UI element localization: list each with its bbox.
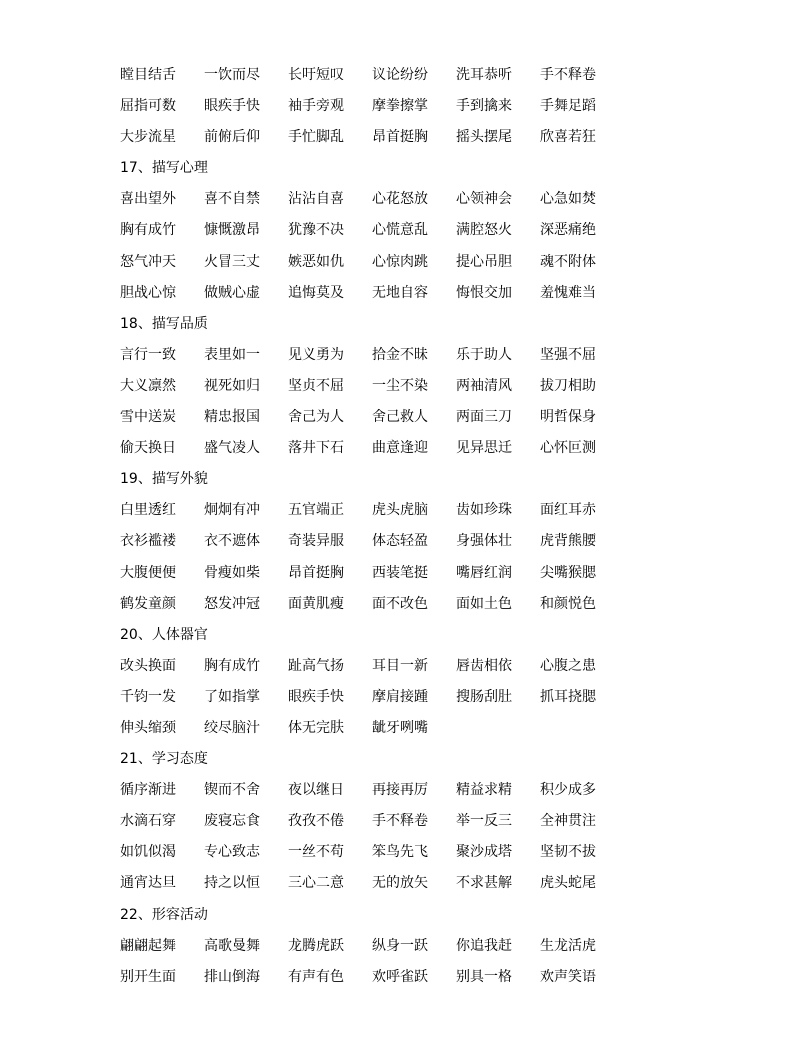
idiom-word: 喜出望外 — [120, 191, 176, 208]
idiom-word: 落井下石 — [288, 440, 344, 457]
idiom-word: 笨鸟先飞 — [372, 844, 428, 861]
idiom-word: 孜孜不倦 — [288, 813, 344, 830]
idiom-row — [120, 495, 680, 526]
idiom-word: 白里透红 — [120, 502, 176, 519]
idiom-word: 手不释卷 — [372, 813, 428, 830]
idiom-word: 夜以继日 — [288, 782, 344, 799]
idiom-word: 魂不附体 — [540, 253, 596, 270]
idiom-word: 犹豫不决 — [288, 222, 344, 239]
idiom-word: 欣喜若狂 — [540, 129, 596, 146]
idiom-word: 喜不自禁 — [204, 191, 260, 208]
idiom-row — [120, 558, 680, 589]
idiom-word: 手舞足蹈 — [540, 98, 596, 115]
idiom-word: 胸有成竹 — [204, 657, 260, 674]
idiom-word: 心急如焚 — [540, 191, 596, 208]
idiom-word: 大义凛然 — [120, 377, 176, 394]
idiom-word: 虎头虎脑 — [372, 502, 428, 519]
idiom-word: 有声有色 — [288, 968, 344, 985]
idiom-word: 手忙脚乱 — [288, 129, 344, 146]
idiom-word: 摇头摆尾 — [456, 129, 512, 146]
idiom-word: 炯炯有冲 — [204, 502, 260, 519]
idiom-row — [120, 775, 680, 806]
idiom-word: 衣衫褴褛 — [120, 533, 176, 550]
idiom-word: 虎头蛇尾 — [540, 875, 596, 892]
idiom-word: 搜肠刮肚 — [456, 688, 512, 705]
idiom-word: 别开生面 — [120, 968, 176, 985]
idiom-word: 纵身一跃 — [372, 937, 428, 954]
idiom-word: 面不改色 — [372, 595, 428, 612]
idiom-row — [120, 340, 680, 371]
idiom-word: 明哲保身 — [540, 409, 596, 426]
idiom-word: 羞愧难当 — [540, 284, 596, 301]
idiom-word: 悔恨交加 — [456, 284, 512, 301]
idiom-row — [120, 402, 680, 433]
idiom-word: 千钧一发 — [120, 688, 176, 705]
idiom-word: 精益求精 — [456, 782, 512, 799]
idiom-word: 满腔怒火 — [456, 222, 512, 239]
idiom-row — [120, 931, 680, 962]
idiom-word: 大腹便便 — [120, 564, 176, 581]
idiom-word: 抓耳挠腮 — [540, 688, 596, 705]
idiom-word: 眼疾手快 — [204, 98, 260, 115]
idiom-document — [120, 60, 680, 993]
idiom-row — [120, 713, 680, 744]
idiom-word: 唇齿相依 — [456, 657, 512, 674]
idiom-word: 面如土色 — [456, 595, 512, 612]
idiom-word: 一尘不染 — [372, 377, 428, 394]
idiom-word: 水滴石穿 — [120, 813, 176, 830]
idiom-word: 嫉恶如仇 — [288, 253, 344, 270]
idiom-word: 伸头缩颈 — [120, 719, 176, 736]
idiom-word: 嘴唇红润 — [456, 564, 512, 581]
idiom-word: 如饥似渴 — [120, 844, 176, 861]
idiom-word: 追悔莫及 — [288, 284, 344, 301]
idiom-word: 雪中送炭 — [120, 409, 176, 426]
idiom-word: 循序渐进 — [120, 782, 176, 799]
idiom-word: 专心致志 — [204, 844, 260, 861]
idiom-word: 无的放矢 — [372, 875, 428, 892]
idiom-word: 心慌意乱 — [372, 222, 428, 239]
idiom-word: 奇装异服 — [288, 533, 344, 550]
section-heading: 17、描写心理 — [120, 160, 208, 177]
idiom-word: 举一反三 — [456, 813, 512, 830]
idiom-word: 袖手旁观 — [288, 98, 344, 115]
idiom-word: 大步流星 — [120, 129, 176, 146]
idiom-word: 欢声笑语 — [540, 968, 596, 985]
idiom-row — [120, 651, 680, 682]
idiom-word: 排山倒海 — [204, 968, 260, 985]
idiom-row — [120, 682, 680, 713]
idiom-row — [120, 433, 680, 464]
idiom-word: 龙腾虎跃 — [288, 937, 344, 954]
idiom-row — [120, 91, 680, 122]
idiom-word: 一丝不苟 — [288, 844, 344, 861]
section-heading: 21、学习态度 — [120, 751, 208, 768]
idiom-word: 两袖清风 — [456, 377, 512, 394]
idiom-word: 心领神会 — [456, 191, 512, 208]
idiom-word: 齿如珍珠 — [456, 502, 512, 519]
idiom-row — [120, 806, 680, 837]
section-heading: 19、描写外貌 — [120, 471, 208, 488]
idiom-word: 拾金不昧 — [372, 346, 428, 363]
idiom-word: 面黄肌瘦 — [288, 595, 344, 612]
idiom-word: 胆战心惊 — [120, 284, 176, 301]
idiom-word: 胸有成竹 — [120, 222, 176, 239]
idiom-word: 翩翩起舞 — [120, 937, 176, 954]
idiom-word: 绞尽脑汁 — [204, 719, 260, 736]
idiom-word: 表里如一 — [204, 346, 260, 363]
idiom-word: 废寝忘食 — [204, 813, 260, 830]
idiom-row — [120, 962, 680, 993]
idiom-row — [120, 122, 680, 153]
idiom-word: 怒气冲天 — [120, 253, 176, 270]
idiom-word: 见异思迁 — [456, 440, 512, 457]
idiom-word: 摩拳擦掌 — [372, 98, 428, 115]
idiom-word: 昂首挺胸 — [288, 564, 344, 581]
idiom-word: 洗耳恭听 — [456, 67, 512, 83]
idiom-word: 前俯后仰 — [204, 129, 260, 146]
idiom-word: 瞠目结舌 — [120, 67, 176, 83]
idiom-word: 一饮而尽 — [204, 67, 260, 83]
idiom-word: 坚韧不拔 — [540, 844, 596, 861]
idiom-word: 五官端正 — [288, 502, 344, 519]
idiom-word: 西装笔挺 — [372, 564, 428, 581]
section-heading: 22、形容活动 — [120, 906, 208, 923]
idiom-word: 了如指掌 — [204, 688, 260, 705]
idiom-row — [120, 837, 680, 868]
idiom-word: 你追我赶 — [456, 937, 512, 954]
idiom-word: 聚沙成塔 — [456, 844, 512, 861]
idiom-word: 长吁短叹 — [288, 67, 344, 83]
idiom-word: 骨瘦如柴 — [204, 564, 260, 581]
idiom-word: 火冒三丈 — [204, 253, 260, 270]
idiom-word: 怒发冲冠 — [204, 595, 260, 612]
idiom-word: 慷慨激昂 — [204, 222, 260, 239]
idiom-word: 锲而不舍 — [204, 782, 260, 799]
idiom-word: 和颜悦色 — [540, 595, 596, 612]
idiom-word: 持之以恒 — [204, 875, 260, 892]
idiom-word: 再接再厉 — [372, 782, 428, 799]
idiom-word: 高歌曼舞 — [204, 937, 260, 954]
idiom-row — [120, 278, 680, 309]
idiom-row — [120, 868, 680, 899]
idiom-word: 昂首挺胸 — [372, 129, 428, 146]
idiom-word: 舍己为人 — [288, 409, 344, 426]
idiom-word: 衣不遮体 — [204, 533, 260, 550]
idiom-word: 三心二意 — [288, 875, 344, 892]
idiom-word: 盛气凌人 — [204, 440, 260, 457]
idiom-row — [120, 589, 680, 620]
idiom-word: 全神贯注 — [540, 813, 596, 830]
idiom-word: 心花怒放 — [372, 191, 428, 208]
idiom-word: 体无完肤 — [288, 719, 344, 736]
idiom-word: 体态轻盈 — [372, 533, 428, 550]
idiom-word: 尖嘴猴腮 — [540, 564, 596, 581]
idiom-word: 坚贞不屈 — [288, 377, 344, 394]
idiom-word: 无地自容 — [372, 284, 428, 301]
idiom-word: 改头换面 — [120, 657, 176, 674]
idiom-word: 趾高气扬 — [288, 657, 344, 674]
idiom-word: 摩肩接踵 — [372, 688, 428, 705]
idiom-word: 手到擒来 — [456, 98, 512, 115]
idiom-word: 生龙活虎 — [540, 937, 596, 954]
idiom-word: 坚强不屈 — [540, 346, 596, 363]
idiom-word: 身强体壮 — [456, 533, 512, 550]
idiom-word: 议论纷纷 — [372, 67, 428, 83]
idiom-word: 心惊肉跳 — [372, 253, 428, 270]
idiom-word: 视死如归 — [204, 377, 260, 394]
idiom-word: 舍己救人 — [372, 409, 428, 426]
idiom-word: 偷天换日 — [120, 440, 176, 457]
idiom-word: 深恶痛绝 — [540, 222, 596, 239]
idiom-word: 见义勇为 — [288, 346, 344, 363]
idiom-word: 龇牙咧嘴 — [372, 719, 428, 736]
idiom-word: 精忠报国 — [204, 409, 260, 426]
section-heading: 20、人体器官 — [120, 626, 208, 643]
idiom-word: 乐于助人 — [456, 346, 512, 363]
idiom-word: 沾沾自喜 — [288, 191, 344, 208]
idiom-word: 提心吊胆 — [456, 253, 512, 270]
idiom-row — [120, 526, 680, 557]
idiom-word: 屈指可数 — [120, 98, 176, 115]
idiom-word: 眼疾手快 — [288, 688, 344, 705]
idiom-word: 面红耳赤 — [540, 502, 596, 519]
idiom-word: 通宵达旦 — [120, 875, 176, 892]
idiom-word: 两面三刀 — [456, 409, 512, 426]
idiom-row — [120, 371, 680, 402]
idiom-word: 曲意逢迎 — [372, 440, 428, 457]
idiom-word: 虎背熊腰 — [540, 533, 596, 550]
idiom-row — [120, 60, 680, 91]
idiom-word: 不求甚解 — [456, 875, 512, 892]
idiom-word: 别具一格 — [456, 968, 512, 985]
idiom-word: 积少成多 — [540, 782, 596, 799]
idiom-word: 言行一致 — [120, 346, 176, 363]
idiom-word: 心腹之患 — [540, 657, 596, 674]
idiom-row — [120, 184, 680, 215]
idiom-row — [120, 215, 680, 246]
idiom-word: 手不释卷 — [540, 67, 596, 83]
idiom-word: 心怀叵测 — [540, 440, 596, 457]
idiom-word: 欢呼雀跃 — [372, 968, 428, 985]
section-heading: 18、描写品质 — [120, 315, 208, 332]
idiom-word: 做贼心虚 — [204, 284, 260, 301]
idiom-word: 耳目一新 — [372, 657, 428, 674]
idiom-row — [120, 247, 680, 278]
idiom-word: 拔刀相助 — [540, 377, 596, 394]
idiom-word: 鹤发童颜 — [120, 595, 176, 612]
